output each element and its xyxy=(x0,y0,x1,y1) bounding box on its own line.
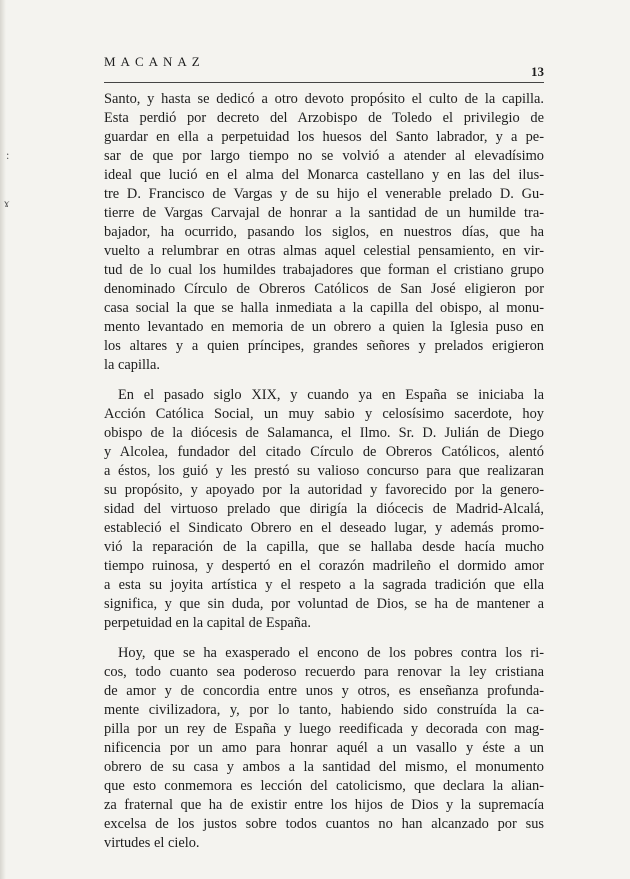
running-head: MACANAZ xyxy=(104,54,205,69)
text-line: vuelto a relumbrar en otras almas aquel celestial pensamiento, en vir- xyxy=(104,243,544,259)
text-line: estableció el Sindicato Obrero en el deseado lugar, y además promo- xyxy=(104,520,544,536)
paragraph-gap xyxy=(104,375,544,386)
text-line: sidad del virtuoso prelado que dirigía la diócecis de Madrid-Alcalá, xyxy=(104,501,544,517)
text-line: virtudes el cielo. xyxy=(104,835,200,851)
paragraph-gap xyxy=(104,633,544,644)
margin-mark: ɤ xyxy=(4,196,10,210)
text-line: Esta perdió por decreto del Arzobispo de Toledo el privilegio de xyxy=(104,110,544,126)
text-line: pilla por un rey de España y luego reedificada y decorada con mag- xyxy=(104,721,544,737)
text-line: ideal que lució en el alma del Monarca castellano y en las del ilus- xyxy=(104,167,544,183)
text-line: su propósito, y apoyado por la autoridad y favorecido por la genero- xyxy=(104,482,544,498)
text-line: cos, todo cuanto sea poderoso recuerdo para renovar la ley cristiana xyxy=(104,664,544,680)
text-line: de amor y de concordia entre unos y otros, es enseñanza profunda- xyxy=(104,683,544,699)
page-header xyxy=(104,54,544,80)
text-line: za fraternal que ha de existir entre los hijos de Dios y la supremacía xyxy=(104,797,544,813)
text-line: Hoy, que se ha exasperado el encono de los pobres contra los ri- xyxy=(118,645,544,661)
text-line: mento levantado en memoria de un obrero a quien la Iglesia puso en xyxy=(104,319,544,335)
page-number: 13 xyxy=(531,64,544,79)
text-line: los altares y a quien príncipes, grandes señores y prelados erigieron xyxy=(104,338,544,354)
text-line: sar de que por largo tiempo no se volvió a atender al elevadísimo xyxy=(104,148,544,164)
body-text xyxy=(104,90,544,853)
text-line: En el pasado siglo XIX, y cuando ya en España se iniciaba la xyxy=(118,387,544,403)
text-line: y Alcolea, fundador del citado Círculo de Obreros Católicos, alentó xyxy=(104,444,544,460)
text-line: obispo de la diócesis de Salamanca, el Ilmo. Sr. D. Julián de Diego xyxy=(104,425,544,441)
text-line: tre D. Francisco de Vargas y de su hijo el venerable prelado D. Gu- xyxy=(104,186,544,202)
page-edge xyxy=(0,0,6,879)
text-line: denominado Círculo de Obreros Católicos de San José eligieron por xyxy=(104,281,544,297)
text-line: guardar en ella a perpetuidad los huesos del Santo labrador, y a pe- xyxy=(104,129,544,145)
text-line: Acción Católica Social, un muy sabio y celosísimo sacerdote, hoy xyxy=(104,406,544,422)
text-line: obrero de su casa y ambos a la santidad del mismo, el monumento xyxy=(104,759,544,775)
text-line: tiempo ruinosa, y despertó en el corazón madrileño el dormido amor xyxy=(104,558,544,574)
text-line: tud de lo cual los humildes trabajadores que forman el cristiano grupo xyxy=(104,262,544,278)
text-line: tierre de Vargas Carvajal de honrar a la santidad de un humilde tra- xyxy=(104,205,544,221)
text-line: nificencia por un amo para honrar aquél a un vasallo y éste a un xyxy=(104,740,544,756)
text-line: bajador, ha ocurrido, pasando los siglos, en nuestros días, que ha xyxy=(104,224,544,240)
text-line: a éstos, los guió y les prestó su valioso concurso para que realizaran xyxy=(104,463,544,479)
paragraph xyxy=(104,644,544,853)
text-line: a esta su joyita artística y el respeto a la sagrada tradición que ella xyxy=(104,577,544,593)
text-line: casa social la que se halla inmediata a la capilla del obispo, al monu- xyxy=(104,300,544,316)
paragraph xyxy=(104,386,544,633)
text-line: perpetuidad en la capital de España. xyxy=(104,615,311,631)
text-line: excelsa de los justos sobre todos cuantos no han alcanzado por sus xyxy=(104,816,544,832)
paragraph xyxy=(104,90,544,375)
text-line: mente civilizadora, y, por lo tanto, habiendo sido construída la ca- xyxy=(104,702,544,718)
text-line: que esto conmemora es lección del catolicismo, que declara la alian- xyxy=(104,778,544,794)
text-line: la capilla. xyxy=(104,357,160,373)
text-line: vió la reparación de la capilla, que se hallaba desde hacía mucho xyxy=(104,539,544,555)
text-line: Santo, y hasta se dedicó a otro devoto propósito el culto de la capilla. xyxy=(104,91,544,107)
margin-mark: : xyxy=(6,148,10,162)
header-rule xyxy=(104,82,544,83)
text-line: significa, y que sin duda, por voluntad de Dios, se ha de mantener a xyxy=(104,596,544,612)
